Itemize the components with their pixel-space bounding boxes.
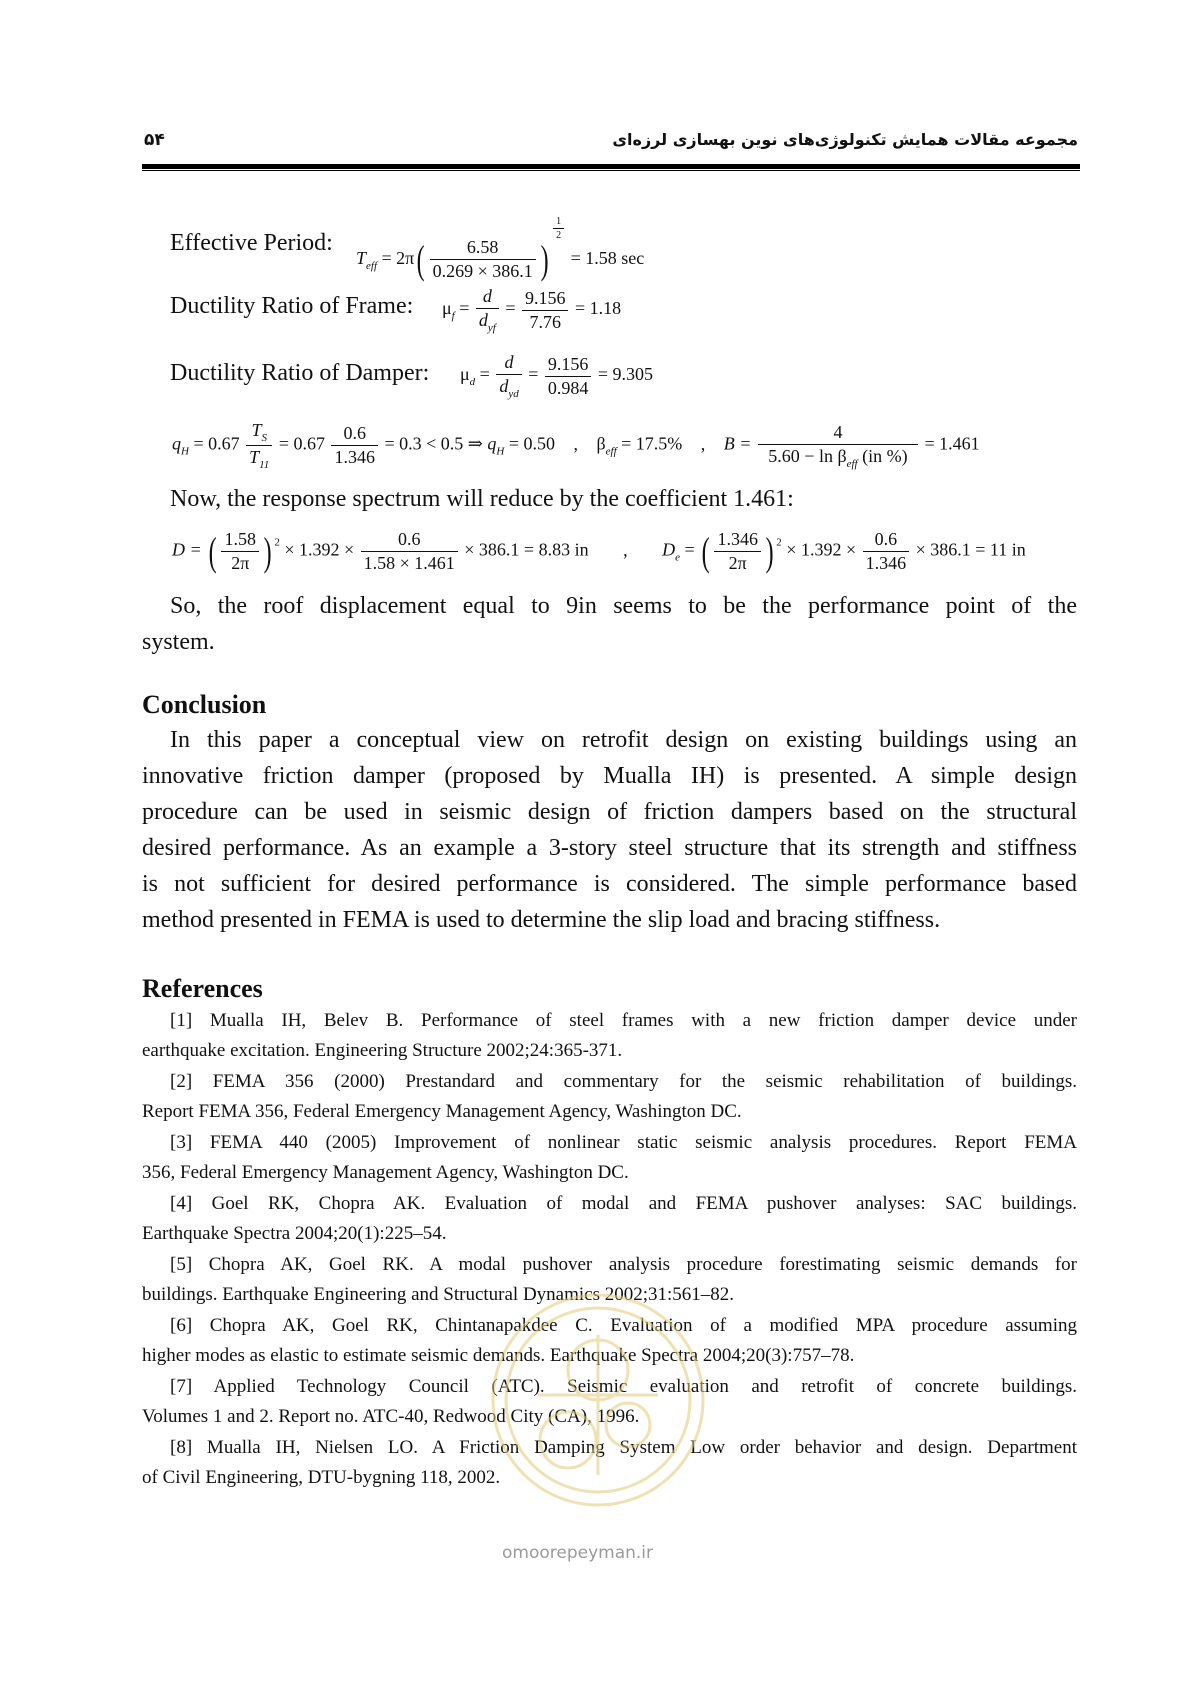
ductility-frame-equation: $\mu_f$ = $\frac{d}{d_{yf}}$ = $\frac{9.156}{7.76}$ = 1.18 xyxy=(442,286,622,334)
reference-item: [7] Applied Technology Council (ATC). Seismic evaluation and retrofit of concrete buildings. Volumes 1 and 2. Report no. ATC-40, Redwood City (CA), 1996. xyxy=(142,1376,1077,1427)
reference-item: [8] Mualla IH, Nielsen LO. A Friction Damping System Low order behavior and design. Department of Civil Engineering, DTU-bygning 118, 2002. xyxy=(142,1437,1077,1488)
reference-item: [6] Chopra AK, Goel RK, Chintanapakdee C. Evaluation of a modified MPA procedure assuming higher modes as elastic to estimate seismic demands. Earthquake Spectra 2004;20(3):757–78. xyxy=(142,1315,1077,1366)
reference-item: [5] Chopra AK, Goel RK. A modal pushover analysis procedure forestimating seismic demands for buildings. Earthquake Engineering and Structural Dynamics 2002;31:561–82. xyxy=(142,1254,1077,1305)
watermark-site: omoorepeyman.ir xyxy=(502,1543,654,1563)
running-header xyxy=(144,130,1078,156)
ductility-frame-label: Ductility Ratio of Frame: xyxy=(170,293,414,319)
ductility-damper-label: Ductility Ratio of Damper: xyxy=(170,360,430,386)
journal-title: مجموعه مقالات همایش تکنولوژی‌های نوین بهسازی لرزه‌ای xyxy=(612,130,1078,149)
effective-period-label: Effective Period: xyxy=(170,230,333,256)
references-heading: References xyxy=(142,974,263,1003)
effective-period-equation: $T_{eff} = 2\pi$( $\frac{6.58}{0.269 \times 386.1}$ ) $\frac{1}{2}$ = 1.58 sec xyxy=(356,216,645,283)
header-rule-thin xyxy=(142,170,1080,171)
header-rule xyxy=(142,164,1080,169)
reference-item: [3] FEMA 440 (2005) Improvement of nonlinear static seismic analysis procedures. Report FEMA 356, Federal Emergency Management Agency, Washington DC. xyxy=(142,1132,1077,1183)
conclusion-paragraph: In this paper a conceptual view on retrofit design on existing buildings using an innovative friction damper (proposed by Mualla IH) is presented. A simple design procedure can be used in seismic design of friction dampers based on the structural desired performance. As an example a 3-story steel structure that its strength and stiffness is not sufficient for desired performance is considered. The simple performance based method presented in FEMA is used to determine the slip load and bracing stiffness. xyxy=(142,727,1077,933)
page-number: ۵۴ xyxy=(144,130,165,150)
ductility-damper-equation: $\mu_d$ = $\frac{d}{d_{yd}}$ = $\frac{9.156}{0.984}$ = 9.305 xyxy=(460,352,654,400)
roof-displacement-paragraph: So, the roof displacement equal to 9in seems to be the performance point of the system. xyxy=(142,593,1077,655)
reference-item: [2] FEMA 356 (2000) Prestandard and commentary for the seismic rehabilitation of buildings. Report FEMA 356, Federal Emergency Management Agency, Washington DC. xyxy=(142,1071,1077,1122)
conclusion-heading: Conclusion xyxy=(142,690,267,719)
reference-item: [1] Mualla IH, Belev B. Performance of steel frames with a new friction damper device under earthquake excitation. Engineering Structure 2002;24:365-371. xyxy=(142,1010,1077,1061)
qh-beta-b-equation: $q_H = 0.67$ $\frac{T_S}{T_{11}}$ = 0.67 $\frac{0.6}{1.346}$ = 0.3 < 0.5 ⇒ $q_H = 0.50$ , $\beta_{eff} = 17.5\%$ , B = $\frac{4}{5.60 - \ln \beta_{eff} (in \%)}$ = 1.461 xyxy=(172,420,980,471)
spectrum-sentence: Now, the response spectrum will reduce by the coefficient 1.461: xyxy=(170,486,794,512)
reference-item: [4] Goel RK, Chopra AK. Evaluation of modal and FEMA pushover analyses: SAC buildings. Earthquake Spectra 2004;20(1):225–54. xyxy=(142,1193,1077,1244)
displacement-equation: D = ( $\frac{1.58}{2\pi}$ ) $^2$ × 1.392 × $\frac{0.6}{1.58 \times 1.461}$ × 386.1 = 8.83 in , $D_e$ = ( $\frac{1.346}{2\pi}$ ) $^2$ × 1.392 × $\frac{0.6}{1.346}$ × 386.1 = 11 in xyxy=(172,529,1026,574)
